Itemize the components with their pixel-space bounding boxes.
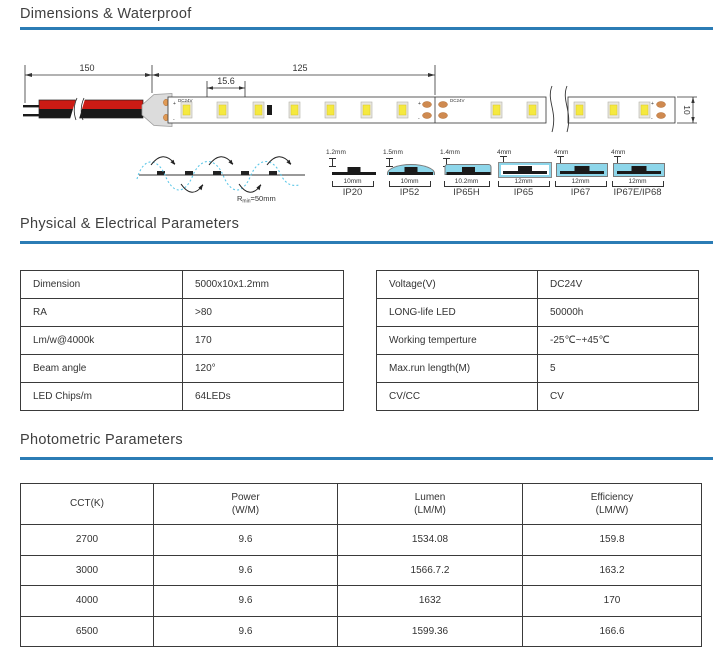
param-label: Voltage(V)	[377, 271, 538, 299]
param-label: CV/CC	[377, 383, 538, 411]
param-label: RA	[21, 299, 183, 327]
param-value: 64LEDs	[183, 383, 344, 411]
ip-height-label: 4mm	[611, 149, 626, 156]
param-value: -25℃~+45℃	[538, 327, 699, 355]
param-label: Working temperture	[377, 327, 538, 355]
power-value: 9.6	[154, 616, 338, 647]
efficiency-value: 159.8	[523, 525, 702, 556]
ip-rating-ip65h	[438, 149, 495, 197]
table-row	[21, 355, 344, 383]
table-row	[377, 383, 699, 411]
efficiency-value: 166.6	[523, 616, 702, 647]
ip-rating-name: IP65	[513, 187, 534, 198]
param-value: 5	[538, 355, 699, 383]
ip-height-label: 4mm	[554, 149, 569, 156]
power-value: 9.6	[154, 555, 338, 586]
cct-value: 3000	[21, 555, 154, 586]
lumen-value: 1566.7.2	[338, 555, 523, 586]
lumen-value: 1534.08	[338, 525, 523, 556]
col-header-efficiency: Efficiency (LM/W)	[523, 484, 702, 525]
table-header-row	[21, 484, 702, 525]
table-row	[21, 299, 344, 327]
ip-height-label: 1.4mm	[440, 149, 460, 156]
width-dimension	[498, 177, 550, 187]
dim-label-150: 150	[79, 63, 95, 73]
param-value: DC24V	[538, 271, 699, 299]
ip-rating-ip20	[324, 149, 381, 197]
ip-width-label: 12mm	[514, 178, 533, 185]
param-label: LONG-life LED	[377, 299, 538, 327]
strip-cross-section-icon	[445, 165, 492, 175]
col-header-lumen: Lumen (LM/M)	[338, 484, 523, 525]
ip-width-label: 12mm	[571, 178, 590, 185]
section-rule-physical	[20, 241, 713, 244]
strip-leds-on-line	[157, 171, 277, 175]
ip-rating-ip67e-ip68	[609, 149, 666, 197]
table-row	[21, 555, 702, 586]
ip-rating-name: IP20	[342, 187, 363, 198]
lumen-value: 1599.36	[338, 616, 523, 647]
dc24v-label: DC24V	[178, 98, 193, 103]
strip-cross-section-icon	[499, 163, 551, 177]
power-wire	[23, 98, 143, 120]
col-header-power: Power (W/M)	[154, 484, 338, 525]
strip-dimension-diagram	[15, 55, 715, 150]
cct-value: 2700	[21, 525, 154, 556]
polarity-minus-label: -	[173, 117, 175, 123]
physical-table-left	[20, 270, 344, 411]
table-row	[21, 271, 344, 299]
bend-radius-label: $R_{min}=50mm$	[237, 194, 276, 205]
bend-wave-path	[137, 162, 299, 191]
ip-width-label: 10.2mm	[454, 178, 479, 185]
table-row	[377, 355, 699, 383]
polarity-plus-label: +	[651, 101, 654, 107]
table-row	[377, 327, 699, 355]
ip-rating-name: IP52	[399, 187, 420, 198]
param-value: CV	[538, 383, 699, 411]
section-title-physical: Physical & Electrical Parameters	[20, 216, 240, 232]
section-rule-photometric	[20, 457, 713, 460]
physical-table-right	[376, 270, 699, 411]
resistor-component	[267, 105, 272, 115]
cct-value: 4000	[21, 586, 154, 617]
strip-cross-section-icon	[332, 166, 376, 175]
dim-label-15-6: 15.6	[217, 76, 235, 86]
polarity-plus-label: +	[173, 101, 176, 107]
efficiency-value: 163.2	[523, 555, 702, 586]
width-dimension	[444, 177, 490, 187]
param-value: >80	[183, 299, 344, 327]
bend-radius-diagram	[133, 149, 313, 205]
polarity-plus-label: +	[418, 101, 421, 107]
strip-cross-section-icon	[613, 163, 665, 177]
section-rule-dimensions	[20, 27, 713, 30]
section-title-dimensions: Dimensions & Waterproof	[20, 6, 192, 22]
dc24v-label: DC24V	[450, 98, 465, 103]
ip-rating-ip52	[381, 149, 438, 197]
param-label: Lm/w@4000k	[21, 327, 183, 355]
connector-plug	[142, 94, 172, 127]
ip-width-label: 10mm	[343, 178, 362, 185]
table-row	[21, 586, 702, 617]
ip-width-label: 10mm	[400, 178, 419, 185]
table-row	[21, 525, 702, 556]
width-dimension	[612, 177, 664, 187]
param-value: 50000h	[538, 299, 699, 327]
param-label: LED Chips/m	[21, 383, 183, 411]
power-value: 9.6	[154, 586, 338, 617]
ip-height-label: 1.2mm	[326, 149, 346, 156]
break-line-icon	[550, 86, 553, 132]
table-row	[21, 383, 344, 411]
col-header-cct: CCT(K)	[21, 484, 154, 525]
ip-width-label: 12mm	[628, 178, 647, 185]
table-row	[377, 271, 699, 299]
ip-rating-name: IP67E/IP68	[613, 187, 662, 198]
width-dimension	[555, 177, 607, 187]
param-label: Beam angle	[21, 355, 183, 383]
ip-rating-ip67	[552, 149, 609, 197]
ip-rating-ip65	[495, 149, 552, 197]
ip-height-label: 1.5mm	[383, 149, 403, 156]
polarity-minus-label: -	[418, 116, 420, 122]
power-value: 9.6	[154, 525, 338, 556]
table-row	[21, 616, 702, 647]
ip-rating-name: IP67	[570, 187, 591, 198]
section-title-photometric: Photometric Parameters	[20, 432, 183, 448]
param-label: Dimension	[21, 271, 183, 299]
width-dimension	[332, 177, 374, 187]
cct-value: 6500	[21, 616, 154, 647]
lumen-value: 1632	[338, 586, 523, 617]
strip-cross-section-icon	[556, 163, 608, 177]
param-value: 5000x10x1.2mm	[183, 271, 344, 299]
param-value: 170	[183, 327, 344, 355]
polarity-minus-label: -	[651, 116, 653, 122]
dim-label-10: 10	[682, 105, 692, 115]
strip-cross-section-icon	[387, 164, 435, 175]
param-value: 120°	[183, 355, 344, 383]
width-dimension	[389, 177, 431, 187]
param-label: Max.run length(M)	[377, 355, 538, 383]
dim-label-125: 125	[292, 63, 308, 73]
photometric-table	[20, 483, 702, 647]
efficiency-value: 170	[523, 586, 702, 617]
table-row	[377, 299, 699, 327]
table-row	[21, 327, 344, 355]
ip-rating-name: IP65H	[453, 187, 480, 198]
ip-height-label: 4mm	[497, 149, 512, 156]
ip-rating-row	[324, 149, 666, 197]
